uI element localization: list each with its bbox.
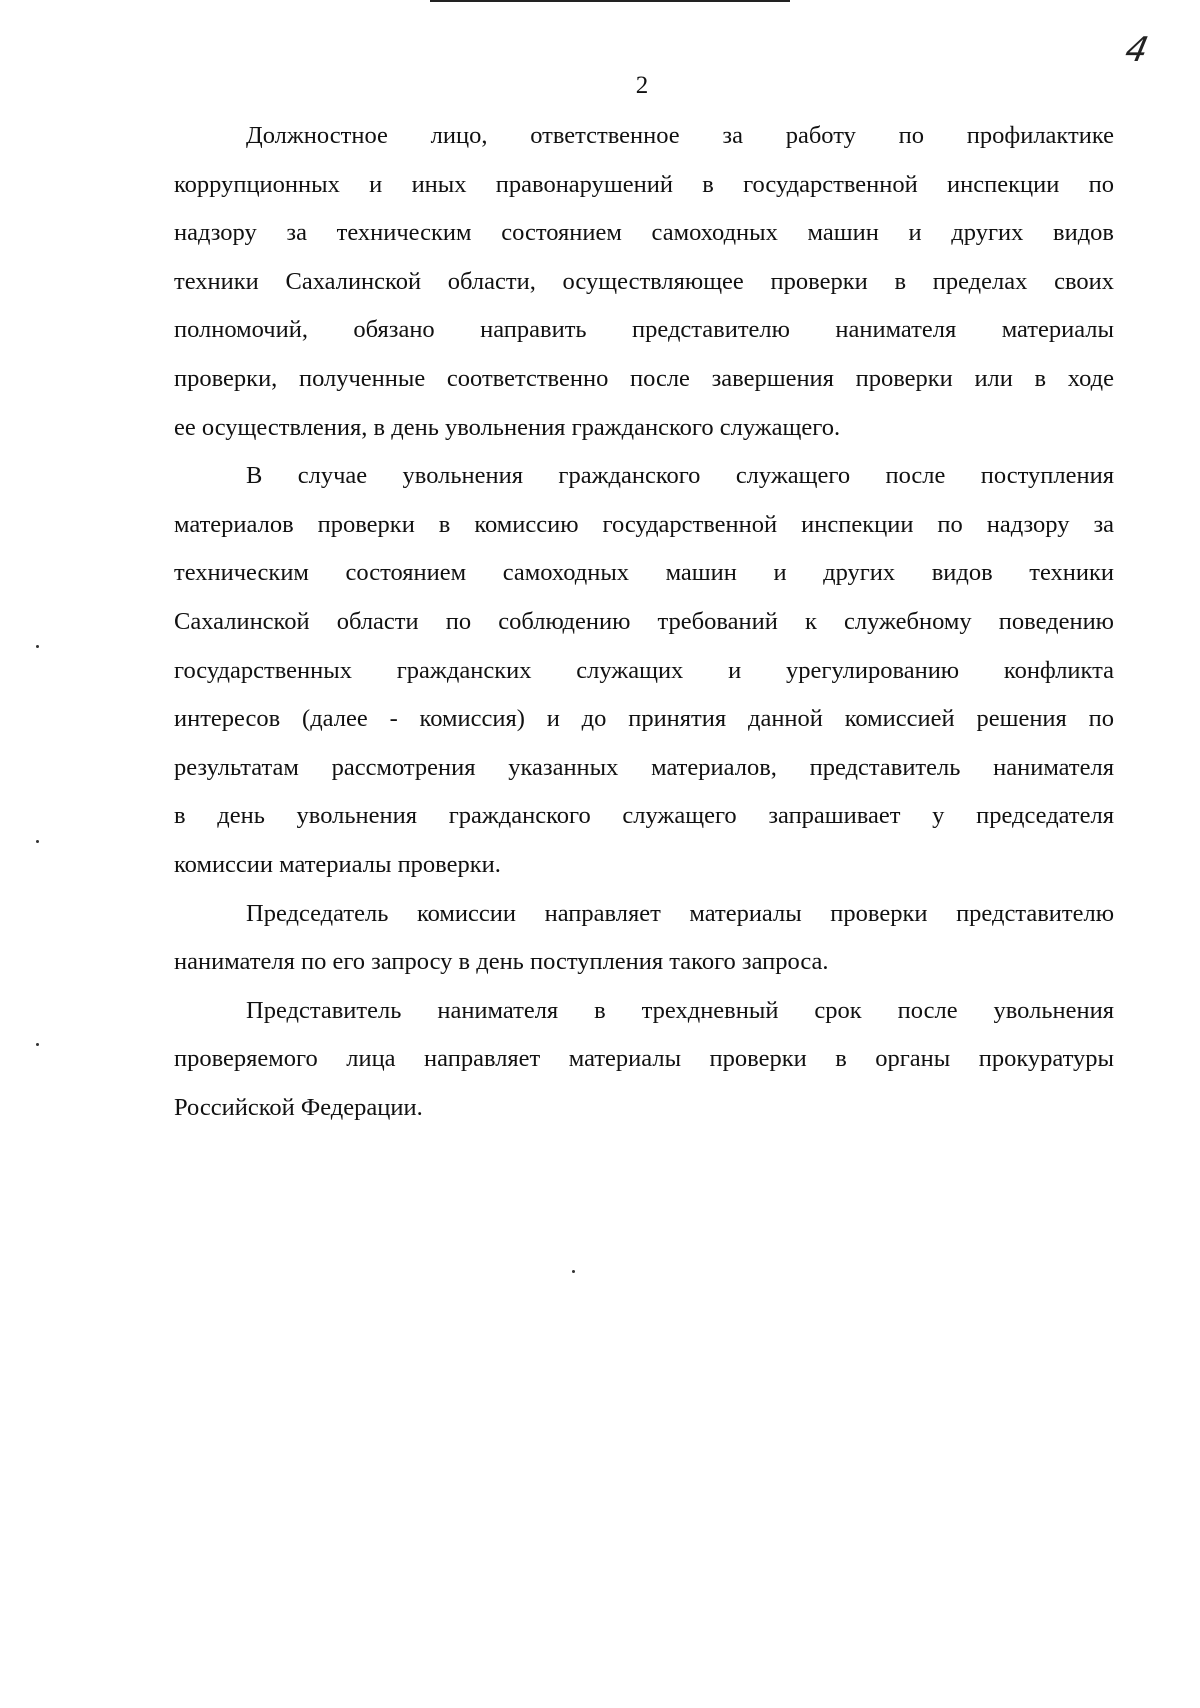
document-body [174, 118, 1114, 1138]
text-line: техническим состоянием самоходных машин и других видов техники [174, 559, 1114, 587]
text-line: проверки, полученные соответственно после завершения проверки или в ходе [174, 364, 1114, 392]
text-line: Представитель нанимателя в трехдневный срок после увольнения [246, 996, 1114, 1024]
scan-speck [572, 1270, 575, 1273]
text-line: полномочий, обязано направить представителю нанимателя материалы [174, 316, 1114, 344]
text-line: материалов проверки в комиссию государственной инспекции по надзору за [174, 510, 1114, 538]
text-line: проверяемого лица направляет материалы проверки в органы прокуратуры [174, 1045, 1114, 1073]
text-line: Сахалинской области по соблюдению требований к служебному поведению [174, 607, 1114, 635]
text-line: Председатель комиссии направляет материалы проверки представителю [246, 899, 1114, 927]
text-line: ее осуществления, в день увольнения гражданского служащего. [174, 413, 841, 441]
text-line: надзору за техническим состоянием самоходных машин и других видов [174, 219, 1114, 247]
text-line: В случае увольнения гражданского служащего после поступления [246, 462, 1114, 490]
text-line: интересов (далее - комиссия) и до принятия данной комиссией решения по [174, 705, 1114, 733]
text-line: государственных гражданских служащих и урегулированию конфликта [174, 656, 1114, 684]
handwritten-page-number: 4 [1121, 30, 1152, 70]
scan-speck [36, 1043, 39, 1046]
text-line: Должностное лицо, ответственное за работу по профилактике [246, 122, 1114, 149]
paragraph [174, 118, 1114, 458]
page-number: 2 [635, 72, 649, 99]
text-line: в день увольнения гражданского служащего запрашивает у председателя [174, 802, 1114, 830]
scan-speck [36, 645, 39, 648]
text-line: Российской Федерации. [174, 1093, 423, 1121]
text-line: коррупционных и иных правонарушений в государственной инспекции по [174, 170, 1114, 198]
scan-speck [36, 840, 39, 843]
text-line: комиссии материалы проверки. [174, 850, 501, 878]
text-line: нанимателя по его запросу в день поступления такого запроса. [174, 948, 829, 976]
scan-top-edge-line [430, 0, 790, 2]
paragraph [174, 993, 1114, 1139]
paragraph [174, 458, 1114, 895]
paragraph [174, 896, 1114, 993]
text-line: техники Сахалинской области, осуществляющее проверки в пределах своих [174, 267, 1114, 295]
text-line: результатам рассмотрения указанных материалов, представитель нанимателя [174, 753, 1114, 781]
